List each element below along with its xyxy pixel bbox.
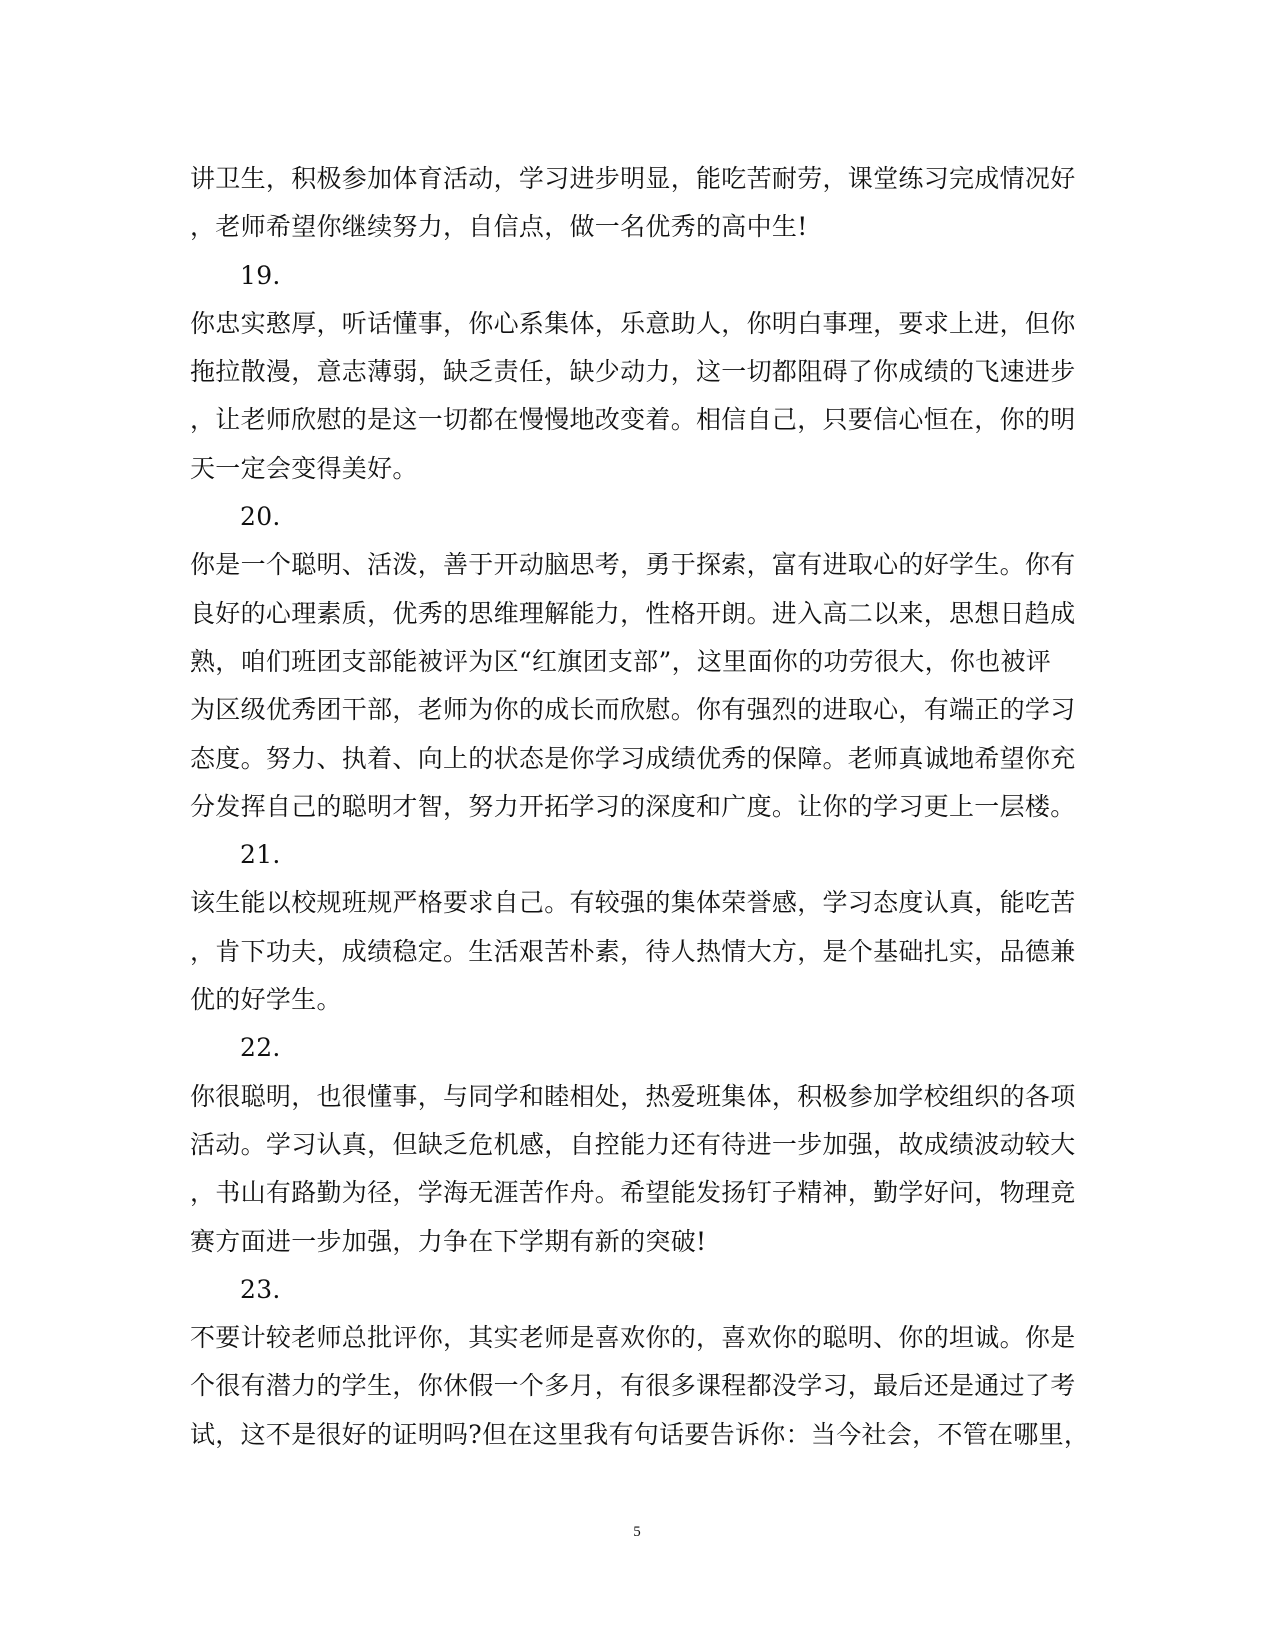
- text-line: 态度。努力、执着、向上的状态是你学习成绩优秀的保障。老师真诚地希望你充: [190, 743, 1076, 773]
- text-line: 为区级优秀团干部，老师为你的成长而欣慰。你有强烈的进取心，有端正的学习: [190, 695, 1076, 725]
- item-number: 22.: [240, 1033, 281, 1063]
- text-line: 个很有潜力的学生，你休假一个多月，有很多课程都没学习，最后还是通过了考: [190, 1371, 1076, 1401]
- text-line: ，肯下功夫，成绩稳定。生活艰苦朴素，待人热情大方，是个基础扎实，品德兼: [190, 936, 1076, 966]
- text-line: ，让老师欣慰的是这一切都在慢慢地改变着。相信自己，只要信心恒在，你的明: [190, 405, 1076, 435]
- text-line: 你忠实憨厚，听话懂事，你心系集体，乐意助人，你明白事理，要求上进，但你: [190, 308, 1076, 338]
- text-line: 讲卫生，积极参加体育活动，学习进步明显，能吃苦耐劳，课堂练习完成情况好: [190, 164, 1076, 193]
- text-line: 赛方面进一步加强，力争在下学期有新的突破!: [190, 1226, 707, 1256]
- text-line: 该生能以校规班规严格要求自己。有较强的集体荣誉感，学习态度认真，能吃苦: [190, 888, 1076, 918]
- item-number: 20.: [240, 502, 281, 532]
- item-number: 21.: [240, 840, 281, 870]
- text-line: 熟，咱们班团支部能被评为区“红旗团支部”，这里面你的功劳很大，你也被评: [190, 646, 1052, 676]
- text-line: 良好的心理素质，优秀的思维理解能力，性格开朗。进入高二以来，思想日趋成: [190, 598, 1076, 628]
- item-number: 19.: [240, 260, 281, 290]
- text-line: 分发挥自己的聪明才智，努力开拓学习的深度和广度。让你的学习更上一层楼。: [190, 791, 1076, 821]
- item-number: 23.: [240, 1274, 281, 1304]
- text-line: ，书山有路勤为径，学海无涯苦作舟。希望能发扬钉子精神，勤学好问，物理竞: [190, 1178, 1076, 1208]
- text-line: ，老师希望你继续努力，自信点，做一名优秀的高中生!: [190, 212, 808, 242]
- text-line: 不要计较老师总批评你，其实老师是喜欢你的，喜欢你的聪明、你的坦诚。你是: [190, 1323, 1076, 1353]
- text-line: 拖拉散漫，意志薄弱，缺乏责任，缺少动力，这一切都阻碍了你成绩的飞速进步: [190, 357, 1076, 387]
- text-line: 试，这不是很好的证明吗?但在这里我有句话要告诉你：当今社会，不管在哪里，: [190, 1419, 1090, 1449]
- text-line: 天一定会变得美好。: [190, 453, 418, 483]
- text-line: 活动。学习认真，但缺乏危机感，自控能力还有待进一步加强，故成绩波动较大: [190, 1129, 1076, 1159]
- page-number: 5: [633, 1524, 641, 1540]
- text-line: 你很聪明，也很懂事，与同学和睦相处，热爱班集体，积极参加学校组织的各项: [190, 1081, 1076, 1111]
- text-line: 优的好学生。: [190, 985, 342, 1015]
- text-line: 你是一个聪明、活泼，善于开动脑思考，勇于探索，富有进取心的好学生。你有: [190, 550, 1076, 580]
- document-body: [190, 155, 1090, 1459]
